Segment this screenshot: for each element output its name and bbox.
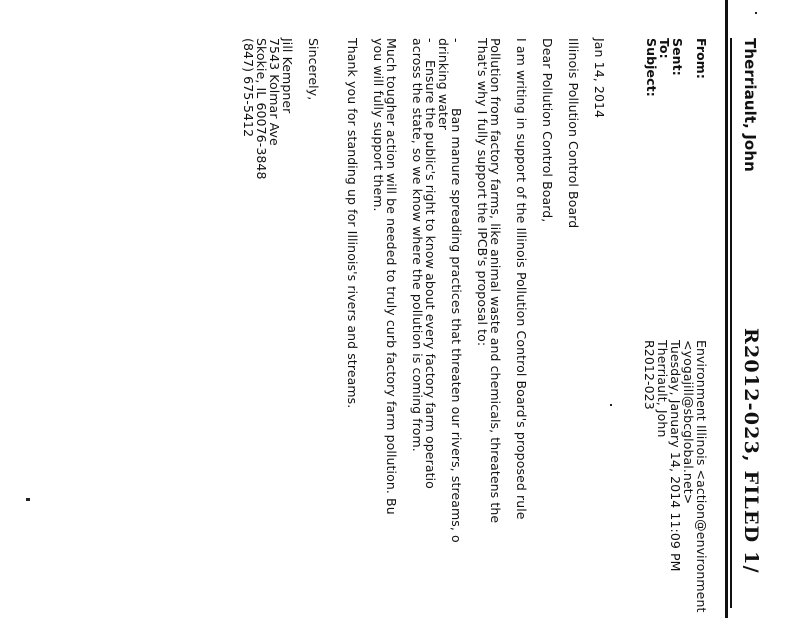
- subject-value: R2012-023: [642, 340, 657, 410]
- name-rule: [730, 38, 732, 608]
- paragraph-4: Thank you for standing up for Illinois's rivers and streams.: [345, 38, 360, 409]
- sent-value: Tuesday, January 14, 2014 11:09 PM: [668, 340, 683, 572]
- signature-name: Jill Kempner: [280, 38, 295, 114]
- letter-recipient: Illinois Pollution Control Board: [566, 38, 581, 229]
- filing-stamp: R2012-023, FILED 1/: [740, 328, 762, 574]
- paragraph-3-line-2: you will fully support them.: [371, 38, 386, 212]
- to-value: Therriault, John: [655, 340, 670, 438]
- from-value-2: <yogajill@sbcglobal.net>: [681, 340, 696, 505]
- letter-date: Jan 14, 2014: [592, 38, 607, 119]
- scan-speck: [26, 498, 30, 501]
- from-label: From:: [694, 38, 709, 80]
- scan-speck: [610, 404, 612, 406]
- scan-speck: [755, 12, 757, 14]
- stamp-underline: [725, 0, 728, 618]
- from-value: Environment Illinois <action@environment: [694, 340, 709, 613]
- bullet-1-line-1: Ban manure spreading practices that threaten our rivers, streams, o: [449, 108, 464, 543]
- to-label: To:: [657, 38, 672, 59]
- signature-phone: (847) 675-5412: [241, 38, 256, 138]
- letter-closing: Sincerely,: [306, 38, 321, 101]
- letter-salutation: Dear Pollution Control Board,: [540, 38, 555, 223]
- paragraph-2-line-2: That's why I fully support the IPCB's proposal to:: [475, 38, 490, 347]
- paragraph-3-line-1: Much tougher action will be needed to truly curb factory farm pollution. Bu: [384, 38, 399, 515]
- subject-label: Subject:: [644, 38, 659, 97]
- signature-address-2: Skokie, IL 60076-3848: [254, 38, 269, 180]
- paragraph-2-line-1: Pollution from factory farms, like animal waste and chemicals, threatens the: [488, 38, 503, 524]
- bullet-2-mark: -: [423, 38, 438, 43]
- bullet-1-mark: -: [449, 38, 464, 43]
- bullet-2-line-1: Ensure the public's right to know about every factory farm operatio: [423, 60, 438, 489]
- bullet-1-line-2: drinking water: [436, 38, 451, 131]
- bullet-2-line-2: across the state, so we know where the pollution is coming from.: [410, 38, 425, 452]
- sender-name: Therriault, John: [741, 38, 759, 172]
- signature-address-1: 7543 Kolmar Ave: [267, 38, 282, 146]
- paragraph-1: I am writing in support of the Illinois Pollution Control Board's proposed rule: [514, 38, 529, 520]
- sent-label: Sent:: [670, 38, 685, 76]
